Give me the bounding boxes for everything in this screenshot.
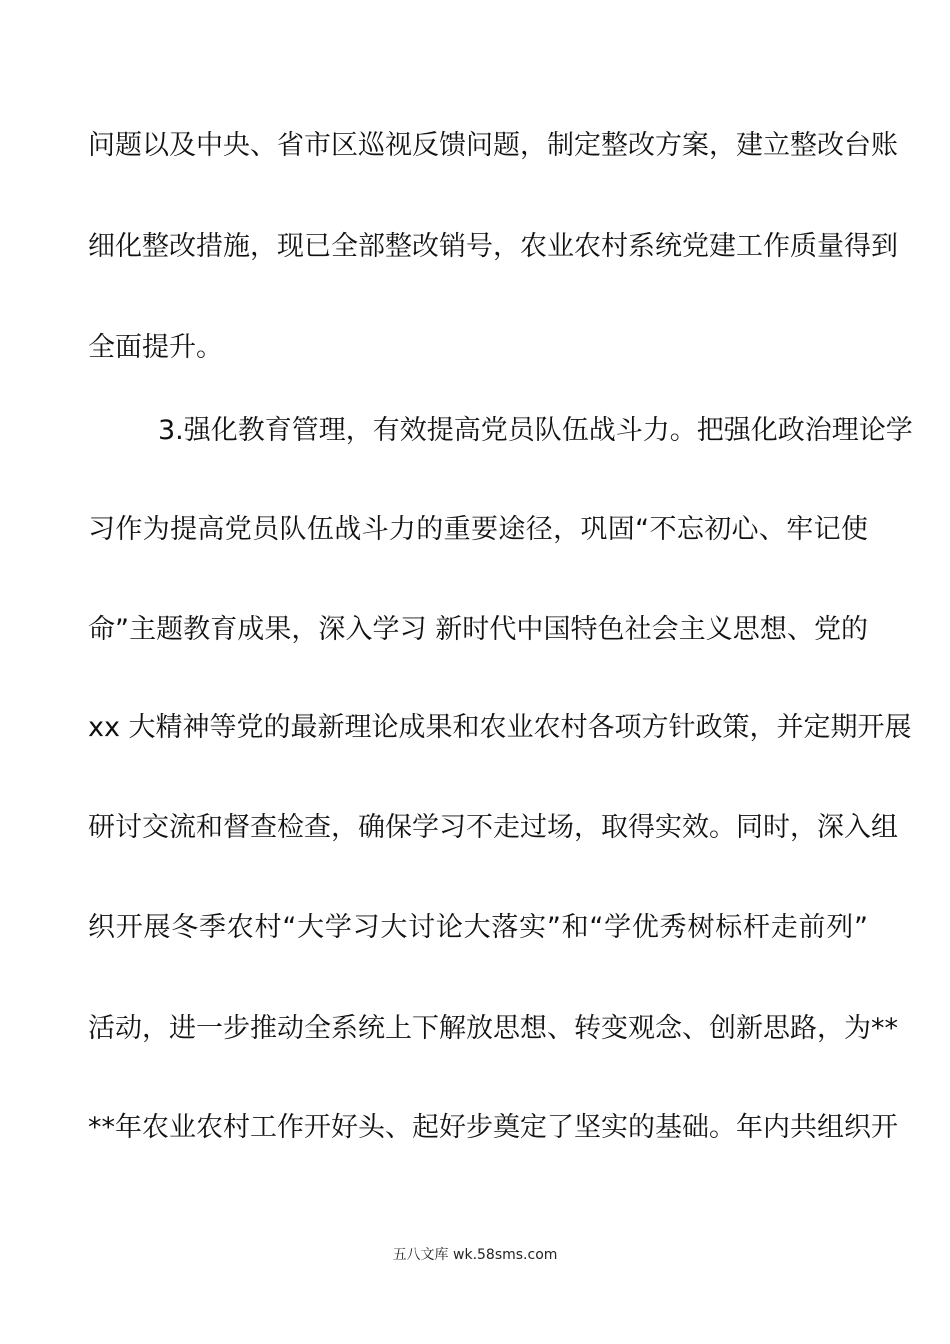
paragraph-line: **年农业农村工作开好头、起好步奠定了坚实的基础。年内共组织开 [88,1112,898,1143]
paragraph-line: 活动，进一步推动全系统上下解放思想、转变观念、创新思路，为** [88,1013,898,1044]
paragraph-line: 全面提升。 [88,332,223,363]
paragraph-line: 问题以及中央、省市区巡视反馈问题，制定整改方案，建立整改台账 [88,130,898,161]
watermark-footer: 五八文库 wk.58sms.com [392,1247,558,1263]
paragraph-line: 研讨交流和督查检查，确保学习不走过场，取得实效。同时，深入组 [88,812,898,843]
paragraph-line: 3.强化教育管理，有效提高党员队伍战斗力。把强化政治理论学 [158,415,913,446]
paragraph-line: 细化整改措施，现已全部整改销号，农业农村系统党建工作质量得到 [88,231,898,262]
paragraph-line: 命”主题教育成果，深入学习 新时代中国特色社会主义思想、党的 [88,614,868,645]
paragraph-line: xx 大精神等党的最新理论成果和农业农村各项方针政策，并定期开展 [88,712,912,743]
paragraph-line: 织开展冬季农村“大学习大讨论大落实”和“学优秀树标杆走前列” [88,912,868,943]
paragraph-line: 习作为提高党员队伍战斗力的重要途径，巩固“不忘初心、牢记使 [88,514,868,545]
